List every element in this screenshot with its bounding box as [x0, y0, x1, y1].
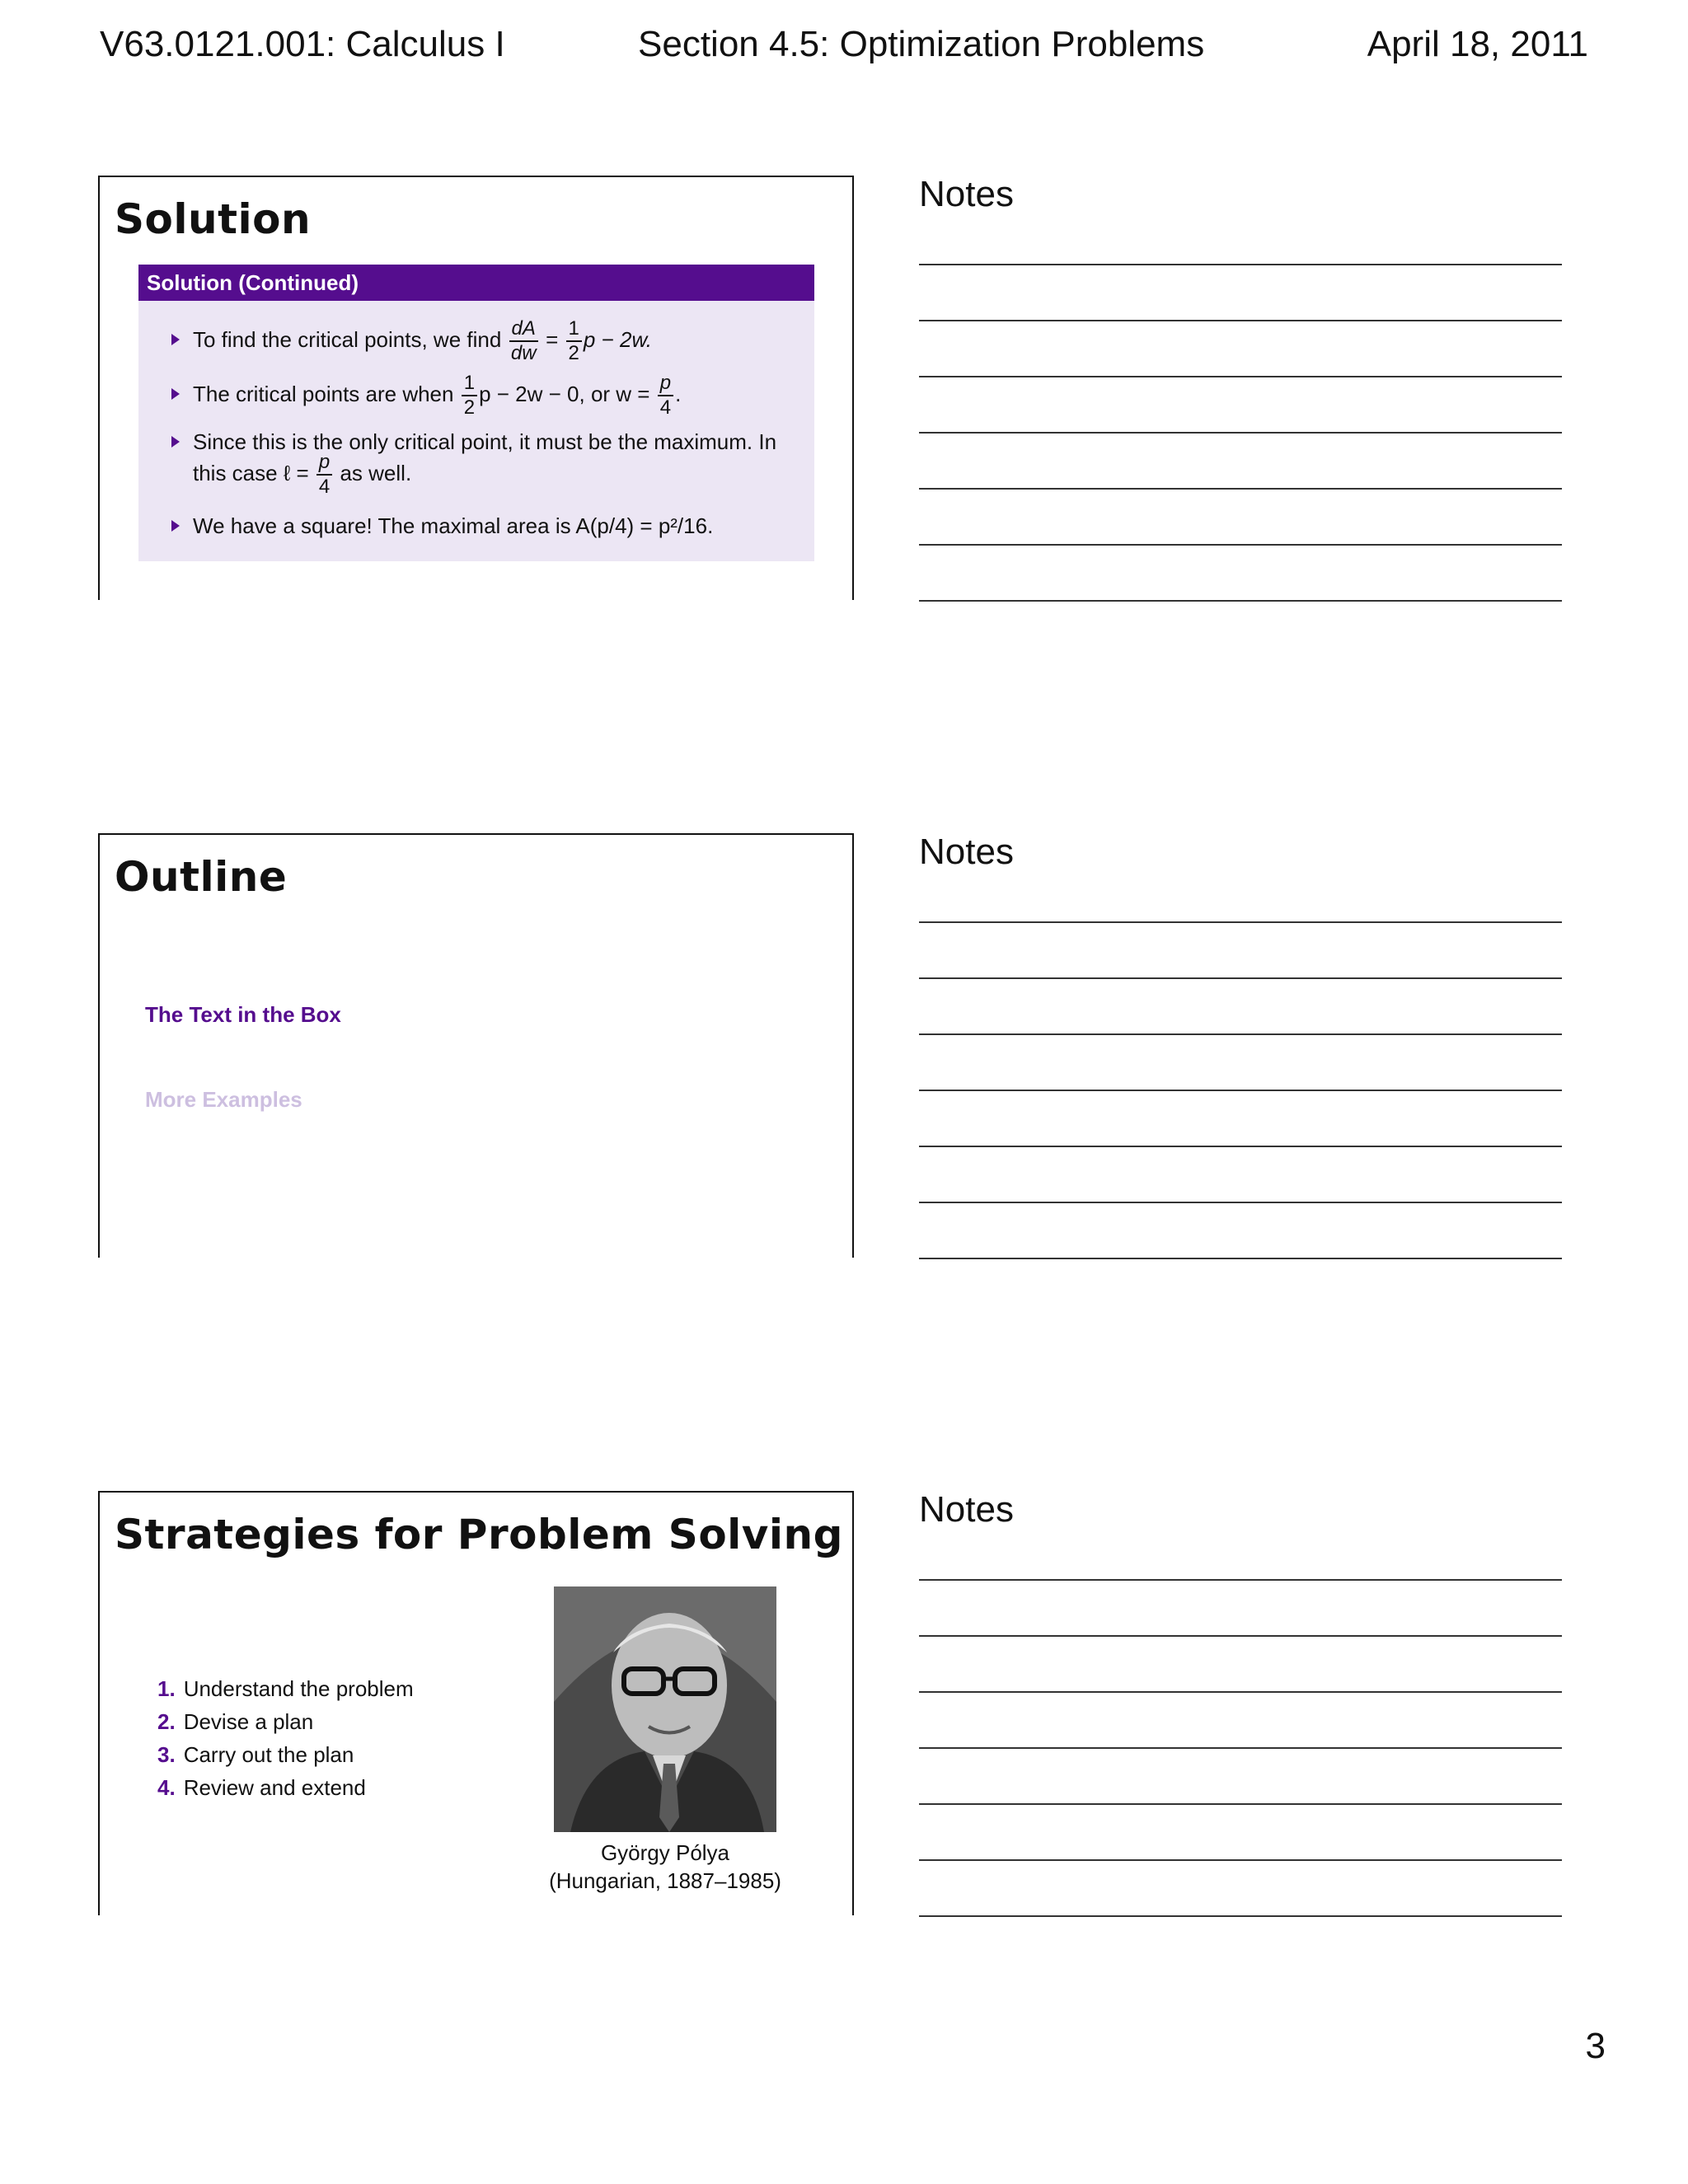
note-line: [919, 376, 1562, 377]
bullet-text: as well.: [340, 460, 412, 485]
note-line: [919, 1258, 1562, 1259]
bullet-triangle-icon: [171, 520, 180, 532]
bullet-text: To find the critical points, we find: [193, 326, 502, 352]
period: .: [675, 381, 682, 406]
list-item: 4. Review and extend: [157, 1775, 366, 1800]
header-section: Section 4.5: Optimization Problems: [638, 24, 1205, 64]
bullet-text: The critical points are when: [193, 381, 454, 406]
note-line: [919, 264, 1562, 265]
bullet-critical-derivative: [171, 317, 652, 365]
notes-title: Notes: [919, 1489, 1014, 1530]
note-line: [919, 600, 1562, 602]
header-course: V63.0121.001: Calculus I: [100, 24, 505, 64]
solution-block: [138, 265, 814, 561]
fraction: $\frac{1}{2}$: [566, 317, 582, 365]
expression: p − 2w.: [583, 326, 653, 352]
page-number: 3: [1585, 2026, 1606, 2066]
portrait-photo: [554, 1586, 776, 1832]
note-line: [919, 432, 1562, 434]
slide-title: Outline: [115, 853, 288, 901]
caption-detail: (Hungarian, 1887–1985): [549, 1868, 781, 1893]
notes-title: Notes: [919, 832, 1014, 872]
slide-solution: [98, 176, 854, 600]
outline-item-inactive: More Examples: [145, 1087, 302, 1112]
note-line: [919, 1033, 1562, 1035]
note-line: [919, 488, 1562, 490]
fraction: $\frac{1}{2}$: [462, 372, 477, 419]
note-line: [919, 977, 1562, 979]
slide-strategies: [98, 1491, 854, 1915]
list-item: 1. Understand the problem: [157, 1676, 414, 1701]
note-line: [919, 1635, 1562, 1637]
bullet-triangle-icon: [171, 436, 180, 448]
fraction: $\frac{p}{4}$: [658, 372, 673, 419]
note-line: [919, 1146, 1562, 1147]
note-line: [919, 921, 1562, 923]
note-line: [919, 1915, 1562, 1917]
outline-item-active: The Text in the Box: [145, 1002, 341, 1027]
header-date: April 18, 2011: [1367, 24, 1588, 64]
bullet-triangle-icon: [171, 388, 180, 400]
slide-title: Strategies for Problem Solving: [115, 1511, 843, 1558]
expression: p − 2w − 0, or w =: [479, 381, 650, 406]
strategy-list: [157, 1672, 414, 1804]
block-title: Solution (Continued): [138, 265, 814, 301]
note-line: [919, 320, 1562, 321]
notes-title: Notes: [919, 174, 1014, 214]
bullet-square: [171, 513, 713, 539]
bullet-text: We have a square! The maximal area is A(p/4) = p²/16.: [193, 513, 714, 538]
notes-section: [919, 173, 1562, 217]
note-line: [919, 544, 1562, 546]
list-item: 3. Carry out the plan: [157, 1742, 354, 1767]
note-line: [919, 1859, 1562, 1861]
slide-title: Solution: [115, 195, 312, 243]
bullet-text: Since this is the only critical point, it must be the maximum. In: [193, 429, 777, 454]
bullet-text: this case ℓ =: [193, 460, 309, 485]
note-line: [919, 1202, 1562, 1203]
notes-section: [919, 831, 1562, 874]
note-line: [919, 1090, 1562, 1091]
portrait-caption: [512, 1839, 818, 1895]
portrait-icon: [554, 1586, 776, 1832]
caption-name: György Pólya: [600, 1840, 730, 1865]
note-line: [919, 1747, 1562, 1749]
list-item: 2. Devise a plan: [157, 1709, 314, 1734]
note-line: [919, 1691, 1562, 1693]
note-line: [919, 1803, 1562, 1805]
fraction: $\frac{p}{4}$: [316, 451, 332, 499]
notes-section: [919, 1488, 1562, 1532]
slide-outline: [98, 833, 854, 1258]
equals: =: [546, 326, 559, 352]
note-line: [919, 1579, 1562, 1581]
fraction: $\frac{dA}{dw}$: [509, 317, 538, 365]
bullet-triangle-icon: [171, 334, 180, 345]
bullet-critical-points: [171, 372, 681, 419]
bullet-maximum-cont: [193, 451, 411, 499]
